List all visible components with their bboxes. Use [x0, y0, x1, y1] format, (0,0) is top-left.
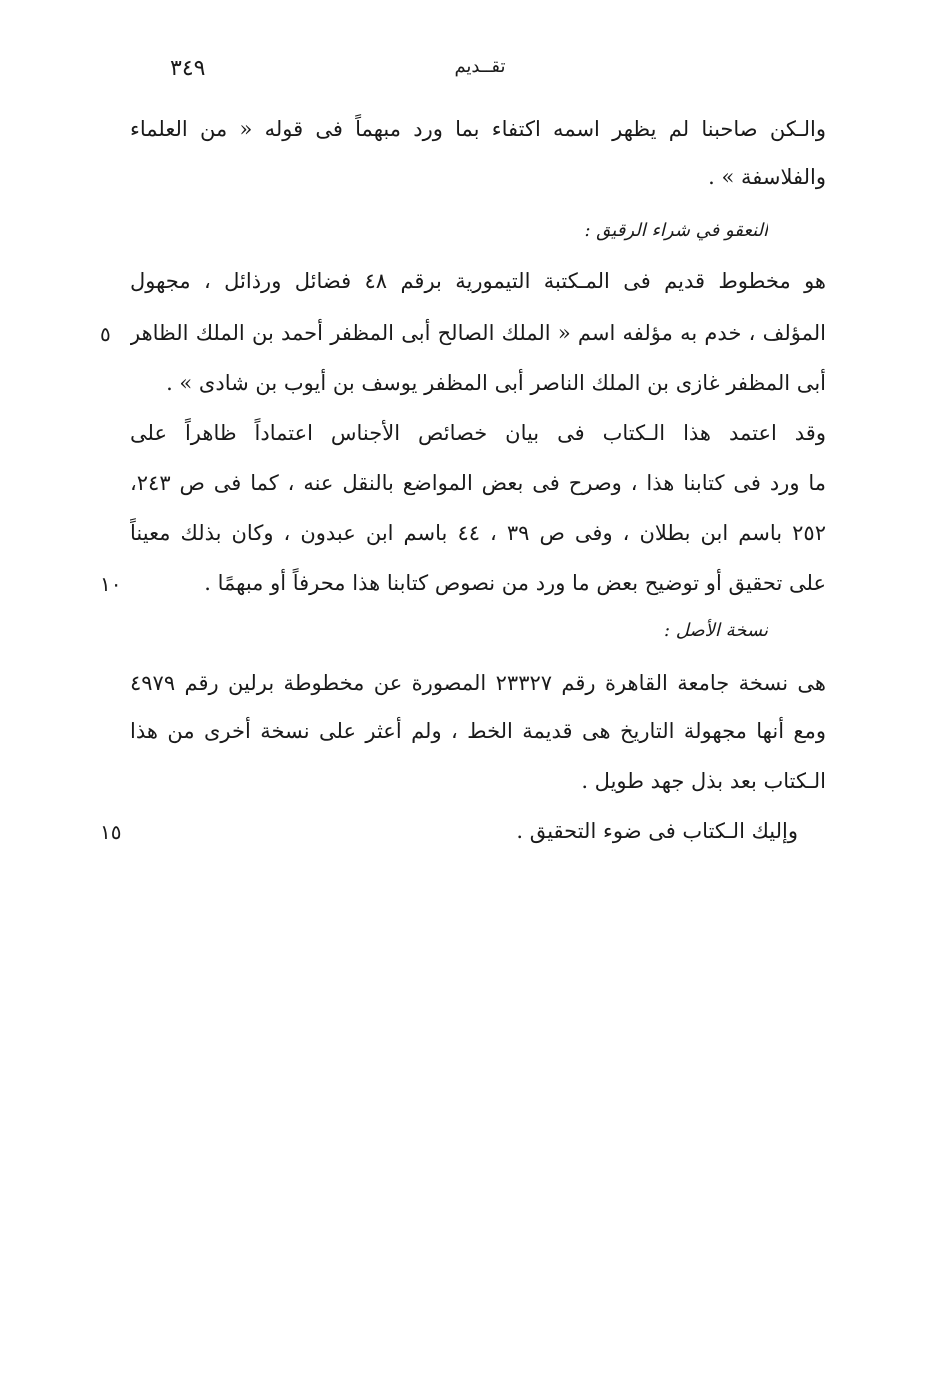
text-line: ٢٥٢ باسم ابن بطلان ، وفى ص ٣٩ ، ٤٤ باسم ابن عبدون ، وكان بذلك معيناً [130, 521, 826, 545]
text-line: أبى المظفر غازى بن الملك الناصر أبى المظفر يوسف بن أيوب بن شادى » . [166, 371, 826, 395]
text-line: وقد اعتمد هذا الـكتاب فى بيان خصائص الأجناس اعتماداً ظاهراً على [130, 421, 826, 445]
section-heading: النعقو في شراء الرقيق : [584, 220, 768, 241]
line-number-10: ١٠ [100, 572, 122, 596]
text-line: المؤلف ، خدم به مؤلفه اسم « الملك الصالح أبى المظفر أحمد بن الملك الظاهر [130, 321, 826, 345]
text-line: وإليك الـكتاب فى ضوء التحقيق . [516, 819, 798, 843]
running-header: تقــديم [454, 56, 506, 77]
text-line: هو مخطوط قديم فى المـكتبة التيمورية برقم ٤٨ فضائل ورذائل ، مجهول [130, 269, 826, 293]
text-line: الـكتاب بعد بذل جهد طويل . [581, 769, 826, 793]
text-line: ما ورد فى كتابنا هذا ، وصرح فى بعض المواضع بالنقل عنه ، كما فى ص ٢٤٣، [130, 471, 826, 495]
text-line: على تحقيق أو توضيح بعض ما ورد من نصوص كتابنا هذا محرفاً أو مبهمًا . [204, 571, 826, 595]
text-line: هى نسخة جامعة القاهرة رقم ٢٣٣٢٧ المصورة عن مخطوطة برلين رقم ٤٩٧٩ [130, 671, 826, 695]
section-heading: نسخة الأصل : [663, 620, 768, 641]
line-number-5: ٥ [100, 322, 111, 346]
text-line: والـكن صاحبنا لم يظهر اسمه اكتفاء بما ورد مبهماً فى قوله « من العلماء [130, 117, 826, 141]
text-line: ومع أنها مجهولة التاريخ هى قديمة الخط ، ولم أعثر على نسخة أخرى من هذا [130, 719, 826, 743]
page-number: ٣٤٩ [170, 56, 206, 81]
text-line: والفلاسفة » . [708, 165, 826, 189]
line-number-15: ١٥ [100, 820, 122, 844]
